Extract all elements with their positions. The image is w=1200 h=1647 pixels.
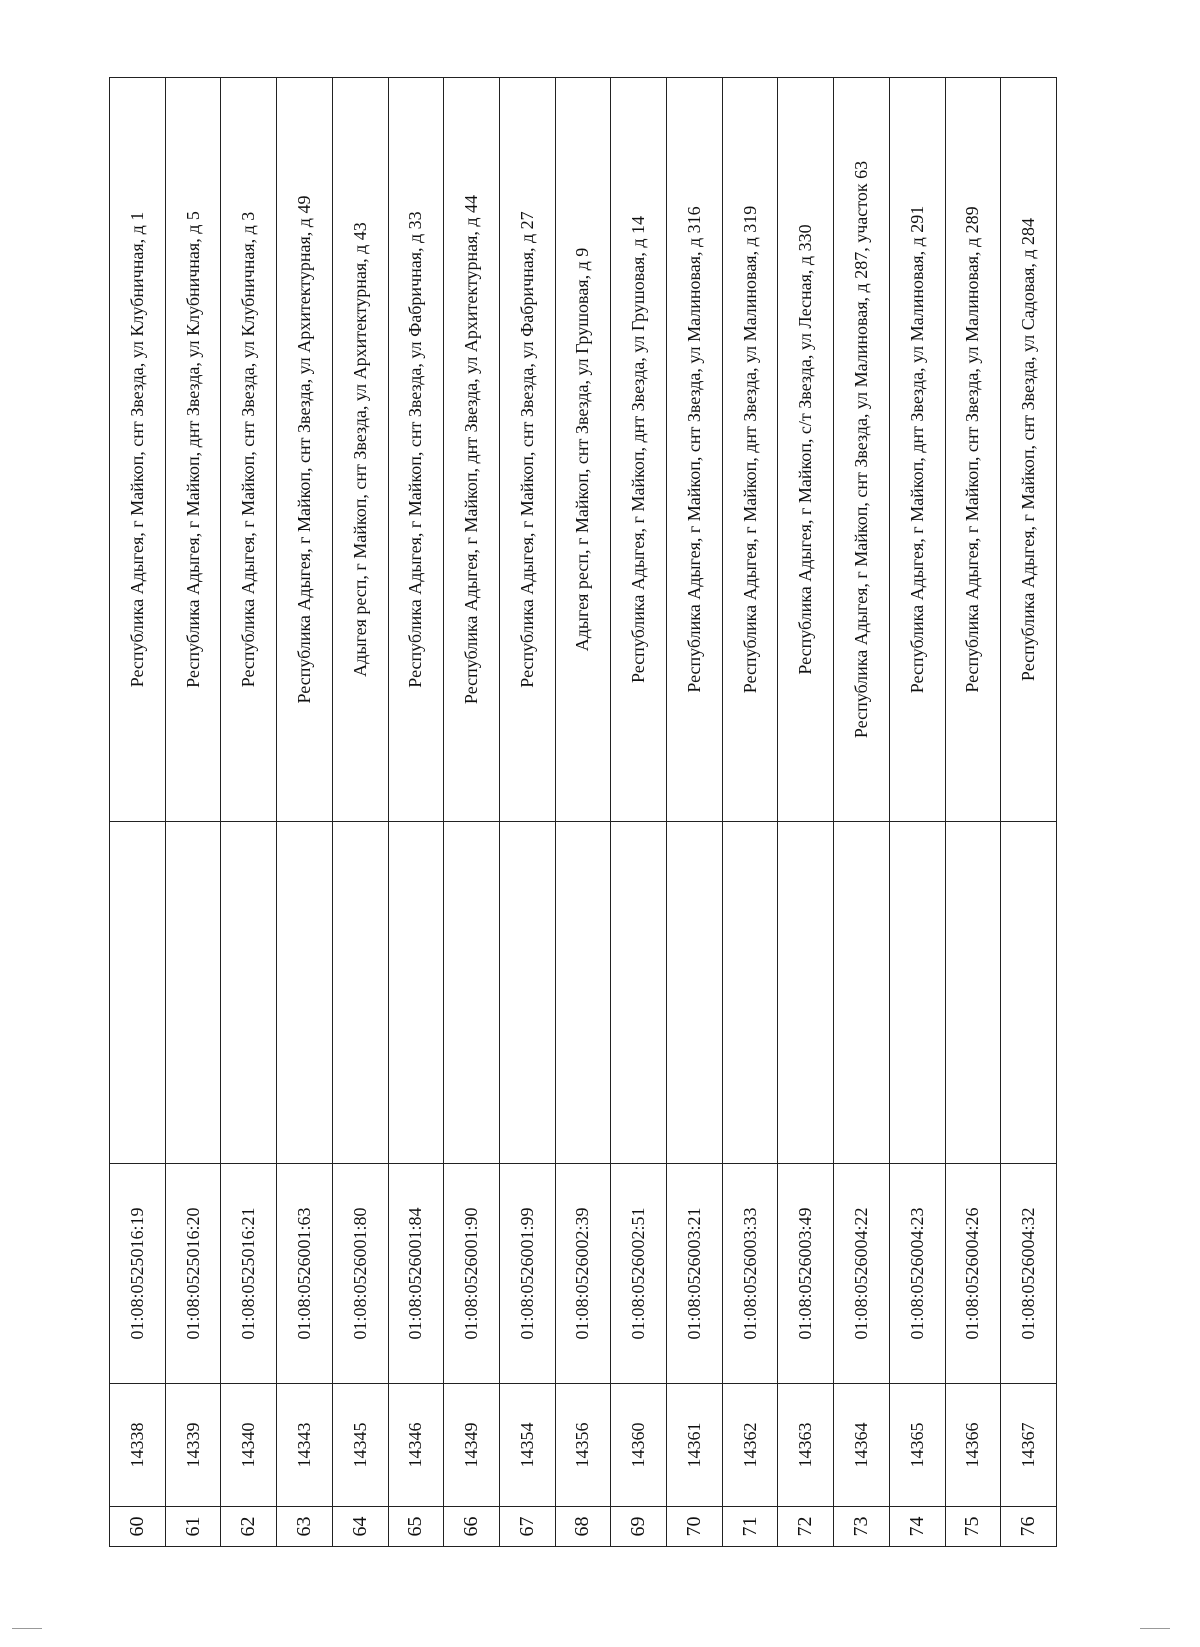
empty-cell [555, 822, 611, 1164]
row-number-cell: 69 [611, 1507, 667, 1547]
address-cell: Республика Адыгея, г Майкоп, днт Звезда, ул Малиновая, д 291 [889, 78, 945, 822]
row-number-cell: 76 [1001, 1507, 1057, 1547]
register-number-cell: 14354 [499, 1384, 555, 1507]
row-number-cell: 65 [388, 1507, 444, 1547]
address-cell: Республика Адыгея, г Майкоп, снт Звезда, ул Садовая, д 284 [1001, 78, 1057, 822]
empty-cell [834, 822, 890, 1164]
row-number-cell: 71 [722, 1507, 778, 1547]
empty-cell [444, 822, 500, 1164]
empty-cell [332, 822, 388, 1164]
empty-cell [388, 822, 444, 1164]
cadastral-number-cell: 01:08:0525016:20 [165, 1164, 221, 1384]
empty-cell [277, 822, 333, 1164]
row-number-cell: 70 [667, 1507, 723, 1547]
empty-cell [667, 822, 723, 1164]
binding-mark-right [1140, 1628, 1170, 1629]
cadastral-number-cell: 01:08:0526001:99 [499, 1164, 555, 1384]
register-number-cell: 14367 [1001, 1384, 1057, 1507]
cadastral-number-cell: 01:08:0526004:23 [889, 1164, 945, 1384]
address-cell: Адыгея респ, г Майкоп, снт Звезда, ул Грушовая, д 9 [555, 78, 611, 822]
register-number-cell: 14365 [889, 1384, 945, 1507]
table-row [110, 78, 166, 1547]
table-row [1001, 78, 1057, 1547]
table-row [499, 78, 555, 1547]
empty-cell [945, 822, 1001, 1164]
address-cell: Республика Адыгея, г Майкоп, днт Звезда, ул Малиновая, д 319 [722, 78, 778, 822]
empty-cell [722, 822, 778, 1164]
table-row [667, 78, 723, 1547]
table-row [221, 78, 277, 1547]
empty-cell [611, 822, 667, 1164]
register-number-cell: 14361 [667, 1384, 723, 1507]
table-row [165, 78, 221, 1547]
table-row [778, 78, 834, 1547]
row-number-cell: 72 [778, 1507, 834, 1547]
register-number-cell: 14362 [722, 1384, 778, 1507]
row-number-cell: 75 [945, 1507, 1001, 1547]
cadastral-number-cell: 01:08:0526004:22 [834, 1164, 890, 1384]
register-number-cell: 14363 [778, 1384, 834, 1507]
cadastral-number-cell: 01:08:0525016:21 [221, 1164, 277, 1384]
register-number-cell: 14356 [555, 1384, 611, 1507]
address-cell: Республика Адыгея, г Майкоп, снт Звезда, ул Фабричная, д 33 [388, 78, 444, 822]
table-container [109, 78, 1057, 1547]
address-cell: Республика Адыгея, г Майкоп, снт Звезда, ул Фабричная, д 27 [499, 78, 555, 822]
rotated-sheet [109, 78, 1057, 1547]
row-number-cell: 74 [889, 1507, 945, 1547]
empty-cell [221, 822, 277, 1164]
register-number-cell: 14346 [388, 1384, 444, 1507]
empty-cell [1001, 822, 1057, 1164]
binding-mark-left [12, 1628, 42, 1629]
register-number-cell: 14340 [221, 1384, 277, 1507]
cadastral-number-cell: 01:08:0526003:49 [778, 1164, 834, 1384]
address-cell: Республика Адыгея, г Майкоп, с/т Звезда, ул Лесная, д 330 [778, 78, 834, 822]
register-number-cell: 14338 [110, 1384, 166, 1507]
empty-cell [110, 822, 166, 1164]
address-cell: Республика Адыгея, г Майкоп, днт Звезда, ул Грушовая, д 14 [611, 78, 667, 822]
table-body [110, 78, 1057, 1547]
empty-cell [778, 822, 834, 1164]
row-number-cell: 61 [165, 1507, 221, 1547]
address-cell: Республика Адыгея, г Майкоп, снт Звезда, ул Архитектурная, д 49 [277, 78, 333, 822]
table-row [277, 78, 333, 1547]
empty-cell [499, 822, 555, 1164]
address-cell: Республика Адыгея, г Майкоп, днт Звезда, ул Клубничная, д 5 [165, 78, 221, 822]
table-row [388, 78, 444, 1547]
row-number-cell: 73 [834, 1507, 890, 1547]
table-row [945, 78, 1001, 1547]
cadastral-number-cell: 01:08:0525016:19 [110, 1164, 166, 1384]
register-number-cell: 14339 [165, 1384, 221, 1507]
cadastral-number-cell: 01:08:0526002:51 [611, 1164, 667, 1384]
empty-cell [165, 822, 221, 1164]
table-row [444, 78, 500, 1547]
register-number-cell: 14360 [611, 1384, 667, 1507]
address-cell: Республика Адыгея, г Майкоп, снт Звезда, ул Малиновая, д 316 [667, 78, 723, 822]
register-number-cell: 14345 [332, 1384, 388, 1507]
land-plots-table [109, 77, 1057, 1547]
address-cell: Республика Адыгея, г Майкоп, снт Звезда, ул Клубничная, д 3 [221, 78, 277, 822]
row-number-cell: 62 [221, 1507, 277, 1547]
table-row [722, 78, 778, 1547]
row-number-cell: 63 [277, 1507, 333, 1547]
table-row [611, 78, 667, 1547]
register-number-cell: 14343 [277, 1384, 333, 1507]
row-number-cell: 68 [555, 1507, 611, 1547]
register-number-cell: 14364 [834, 1384, 890, 1507]
cadastral-number-cell: 01:08:0526001:90 [444, 1164, 500, 1384]
table-row [889, 78, 945, 1547]
cadastral-number-cell: 01:08:0526004:32 [1001, 1164, 1057, 1384]
register-number-cell: 14366 [945, 1384, 1001, 1507]
cadastral-number-cell: 01:08:0526001:80 [332, 1164, 388, 1384]
row-number-cell: 66 [444, 1507, 500, 1547]
address-cell: Адыгея респ, г Майкоп, снт Звезда, ул Архитектурная, д 43 [332, 78, 388, 822]
cadastral-number-cell: 01:08:0526001:84 [388, 1164, 444, 1384]
cadastral-number-cell: 01:08:0526004:26 [945, 1164, 1001, 1384]
row-number-cell: 67 [499, 1507, 555, 1547]
empty-cell [889, 822, 945, 1164]
table-row [555, 78, 611, 1547]
row-number-cell: 64 [332, 1507, 388, 1547]
row-number-cell: 60 [110, 1507, 166, 1547]
cadastral-number-cell: 01:08:0526003:33 [722, 1164, 778, 1384]
address-cell: Республика Адыгея, г Майкоп, снт Звезда, ул Малиновая, д 287, участок 63 [834, 78, 890, 822]
address-cell: Республика Адыгея, г Майкоп, снт Звезда, ул Клубничная, д 1 [110, 78, 166, 822]
cadastral-number-cell: 01:08:0526003:21 [667, 1164, 723, 1384]
table-row [834, 78, 890, 1547]
address-cell: Республика Адыгея, г Майкоп, снт Звезда, ул Малиновая, д 289 [945, 78, 1001, 822]
address-cell: Республика Адыгея, г Майкоп, днт Звезда, ул Архитектурная, д 44 [444, 78, 500, 822]
cadastral-number-cell: 01:08:0526001:63 [277, 1164, 333, 1384]
table-row [332, 78, 388, 1547]
cadastral-number-cell: 01:08:0526002:39 [555, 1164, 611, 1384]
register-number-cell: 14349 [444, 1384, 500, 1507]
